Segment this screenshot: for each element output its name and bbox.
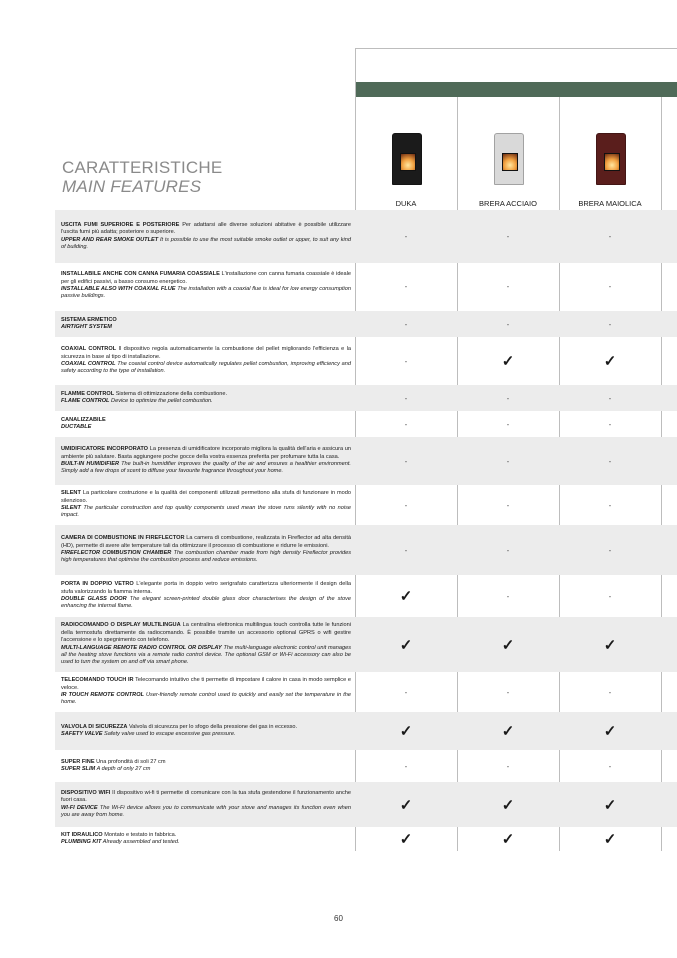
dash-cell: - [506, 761, 510, 771]
dash-cell: - [404, 687, 408, 697]
dash-cell: - [608, 687, 612, 697]
check-icon: ✓ [399, 636, 413, 654]
feature-text-en: It is possible to use the most suitable smoke outlet or upper, to suit any kind of building. [61, 236, 351, 250]
check-icon: ✓ [603, 796, 617, 814]
feature-title-en: FLAME CONTROL [61, 398, 110, 404]
feature-title-en: DUCTABLE [61, 424, 92, 430]
check-icon: ✓ [501, 723, 515, 740]
feature-title-it: INSTALLABILE ANCHE CON CANNA FUMARIA COASSIALE [61, 271, 220, 278]
feature-text-en: The Wi-Fi device allows you to communicate with your stove and manages its function even when you are away from home. [61, 804, 351, 818]
dash-cell: - [404, 761, 408, 771]
feature-title-it: CAMERA DI COMBUSTIONE IN FIREFLECTOR [61, 535, 185, 542]
feature-text-it: Sistema di ottimizzazione della combustione. [115, 390, 228, 397]
check-icon: ✓ [603, 723, 617, 740]
dash-cell: - [506, 687, 510, 697]
table-row [55, 263, 677, 309]
feature-title-en: FIREFLECTOR COMBUSTION CHAMBER [61, 550, 172, 556]
page-title: CARATTERISTICHE [62, 158, 223, 177]
feature-title-en: IR TOUCH REMOTE CONTROL [61, 692, 144, 698]
feature-text-en: The coaxial control device automatically regulates pellet combustion, improving efficiency and safety according to the type of installation. [61, 361, 352, 375]
table-row [55, 210, 677, 263]
dash-cell: - [506, 591, 510, 601]
feature-description [55, 446, 353, 476]
feature-title-it: SUPER FINE [61, 758, 95, 765]
dash-cell: - [608, 319, 612, 329]
dash-cell: - [506, 419, 510, 429]
feature-title-en: AIRTIGHT SYSTEM [61, 324, 112, 330]
check-icon: ✓ [399, 831, 413, 848]
dash-cell: - [608, 761, 612, 771]
column-header: DUKA [395, 199, 417, 208]
dash-cell: - [404, 319, 408, 329]
feature-title-it: FLAMME CONTROL [61, 390, 115, 397]
feature-title-it: DISPOSITIVO WIFI [61, 789, 111, 796]
table-row [55, 437, 677, 485]
page-number: 60 [334, 914, 343, 923]
table-row [55, 411, 677, 437]
table-row [55, 672, 677, 712]
feature-title-en: INSTALLABLE ALSO WITH COAXIAL FLUE [61, 286, 176, 292]
stove-image [392, 133, 422, 185]
feature-text-it: Il dispositivo regola automaticamente la combustione del pellet migliorando l'efficienza e la sicurezza in base al tipo di installazione. [61, 346, 351, 360]
table-row [55, 575, 677, 617]
table-row [55, 782, 677, 827]
feature-text-en: Safety valve used to escape excessive gas pressure. [104, 731, 236, 737]
dash-cell: - [608, 545, 612, 555]
check-icon: ✓ [501, 636, 515, 654]
table-row [55, 750, 677, 782]
feature-text-en: User-friendly remote control used to quickly and easily set the temperature in the home. [61, 692, 351, 706]
feature-title-en: DOUBLE GLASS DOOR [61, 596, 127, 602]
feature-text-it: L'elegante porta in doppio vetro serigrafato caratterizza ulteriormente il design della stufa valorizzando la fiamma interna. [61, 581, 351, 595]
feature-title-en: SUPER SLIM [61, 766, 96, 772]
feature-title-it: PORTA IN DOPPIO VETRO [61, 581, 134, 588]
feature-text-it: La camera di combustione, realizzata in Fireflector ad alta densità (HD), permette di avere alte temperature tali da ottimizzare il processo di combustione e ridurre le emissioni. [61, 535, 351, 549]
table-row [55, 311, 677, 337]
feature-title-it: RADIOCOMANDO O DISPLAY MULTILINGUA [61, 622, 181, 629]
feature-text-it: Il dispositivo wi-fi ti permette di comunicare con la tua stufa gestendone il funzionamento anche fuori casa. [61, 789, 351, 804]
feature-description [55, 832, 353, 847]
feature-title-it: COAXIAL CONTROL [61, 346, 117, 353]
feature-text-it: Valvola di sicurezza per lo sfogo della pressione dei gas in eccesso. [128, 723, 298, 730]
column-header: BRERA ACCIAIO [479, 199, 537, 208]
dash-cell: - [506, 393, 510, 403]
column-header: BRERA MAIOLICA [578, 199, 642, 208]
dash-cell: - [404, 232, 408, 241]
feature-description [55, 790, 353, 820]
dash-cell: - [506, 281, 510, 291]
feature-text-en: A depth of only 27 cm [96, 766, 151, 772]
page-subtitle: MAIN FEATURES [62, 177, 202, 196]
check-icon: ✓ [603, 831, 617, 848]
dash-cell: - [404, 419, 408, 429]
table-row [55, 827, 677, 851]
table-row [55, 337, 677, 385]
feature-text-it: La particolare costruzione e la qualità dei componenti utilizzati permettono alla stufa di funzionare in modo silenzioso. [61, 490, 351, 504]
feature-title-en: WI-FI DEVICE [61, 804, 98, 811]
feature-description [55, 391, 353, 406]
feature-title-en: BUILT-IN HUMIDIFIER [61, 461, 119, 467]
feature-description [55, 759, 353, 774]
dash-cell: - [506, 232, 510, 241]
feature-title-it: TELECOMANDO TOUCH IR [61, 677, 134, 684]
feature-title-en: SILENT [61, 505, 81, 511]
feature-title-it: KIT IDRAULICO [61, 831, 103, 838]
check-icon: ✓ [603, 353, 617, 370]
dash-cell: - [608, 591, 612, 601]
table-row [55, 525, 677, 575]
feature-text-it: La presenza di umidificatore incorporato migliora la qualità dell'aria e assicura un ambiente più salutare. Basta aggiungere poche gocce della vostra essenza preferita per profumare tutta la casa. [61, 446, 351, 460]
feature-text-en: The multi-language electronic control unit manages all the heating stove functions via a remote radio control device. The optional GSM or Wi-Fi accessory can also be used to turn the system on and off via smart phone. [61, 644, 351, 666]
feature-description [55, 581, 353, 611]
feature-title-en: SAFETY VALVE [61, 731, 103, 737]
feature-title-it: UMIDIFICATORE INCORPORATO [61, 446, 149, 453]
feature-text-it: L'installazione con canna fumaria coassiale è ideale per gli edifici passivi, a basso consumo energetico. [61, 271, 352, 285]
feature-title-en: UPPER AND REAR SMOKE OUTLET [61, 236, 159, 243]
dash-cell: - [404, 500, 408, 510]
check-icon: ✓ [501, 831, 515, 848]
dash-cell: - [608, 232, 612, 241]
feature-description [55, 677, 353, 707]
feature-title-en: PLUMBING KIT [61, 839, 102, 845]
dash-cell: - [506, 319, 510, 329]
feature-title-en: MULTI-LANGUAGE REMOTE RADIO CONTROL OR DISPLAY [61, 644, 222, 651]
feature-text-it: Montato e testato in fabbrica. [104, 831, 177, 838]
feature-text-en: The built-in humidifier improves the quality of the air and ensures a healthier environment. Simply add a few drops of scent to diffuse your favourite fragrance throughout your home. [61, 461, 351, 475]
table-top-border [355, 48, 677, 49]
feature-title-it: CANALIZZABILE [61, 416, 106, 423]
feature-description [55, 317, 353, 332]
feature-description [55, 271, 353, 301]
check-icon: ✓ [399, 796, 413, 814]
dash-cell: - [608, 393, 612, 403]
dash-cell: - [404, 393, 408, 403]
feature-text-it: Una profondità di soli 27 cm [96, 758, 166, 765]
feature-title-it: USCITA FUMI SUPERIORE E POSTERIORE [61, 221, 180, 228]
check-icon: ✓ [399, 588, 413, 605]
feature-title-it: SILENT [61, 490, 81, 497]
dash-cell: - [404, 356, 408, 366]
feature-description [55, 490, 353, 520]
dash-cell: - [608, 281, 612, 291]
dash-cell: - [506, 545, 510, 555]
feature-text-en: Device to optimize the pellet combustion. [111, 398, 213, 404]
table-row [55, 385, 677, 411]
dash-cell: - [506, 500, 510, 510]
dash-cell: - [404, 281, 408, 291]
feature-description [55, 222, 353, 252]
feature-text-it: Per adattarsi alle diverse soluzioni abitative è possibile utilizzare l'uscita fumi più adatta; posteriore o superiore. [61, 221, 351, 236]
feature-text-en: The installation with a coaxial flue is ideal for low energy consumption passive buildings. [61, 286, 351, 300]
feature-text-it: Telecomando intuitivo che ti permette di impostare il calore in casa in modo semplice e veloce. [61, 677, 351, 691]
feature-description [55, 724, 353, 739]
stove-image [494, 133, 524, 185]
check-icon: ✓ [399, 723, 413, 740]
check-icon: ✓ [501, 353, 515, 370]
header-bar [356, 82, 677, 97]
dash-cell: - [608, 419, 612, 429]
dash-cell: - [608, 456, 612, 466]
feature-title-en: COAXIAL CONTROL [61, 361, 116, 367]
feature-text-en: Already assembled and tested. [102, 839, 180, 845]
dash-cell: - [404, 456, 408, 466]
dash-cell: - [506, 456, 510, 466]
stove-image [596, 133, 626, 185]
dash-cell: - [404, 545, 408, 555]
dash-cell: - [608, 500, 612, 510]
feature-description [55, 417, 353, 432]
table-row [55, 617, 677, 672]
feature-text-en: The elegant screen-printed double glass door characterises the design of the stove enhancing the internal flame. [61, 596, 351, 610]
check-icon: ✓ [501, 796, 515, 814]
feature-text-it: La centralina elettronica multilingua touch controlla tutte le funzioni della termostufa direttamente da radiocomando. È possibile tramite un accessorio optional GPRS o wifi gestire l'accensione e lo spegnimento con telefono. [61, 622, 351, 644]
table-row [55, 712, 677, 750]
feature-title-it: VALVOLA DI SICUREZZA [61, 723, 128, 730]
feature-description [55, 535, 353, 565]
feature-text-en: The combustion chamber made from high density Fireflector provides high temperatures that optimise the combustion process and reduce emissions. [61, 550, 351, 564]
feature-text-en: The particular construction and top quality components used mean the stove runs silently with no noise impact. [61, 505, 351, 519]
feature-description [55, 346, 353, 376]
table-row [55, 485, 677, 525]
check-icon: ✓ [603, 636, 617, 654]
feature-description [55, 622, 353, 666]
feature-title-it: SISTEMA ERMETICO [61, 316, 117, 323]
